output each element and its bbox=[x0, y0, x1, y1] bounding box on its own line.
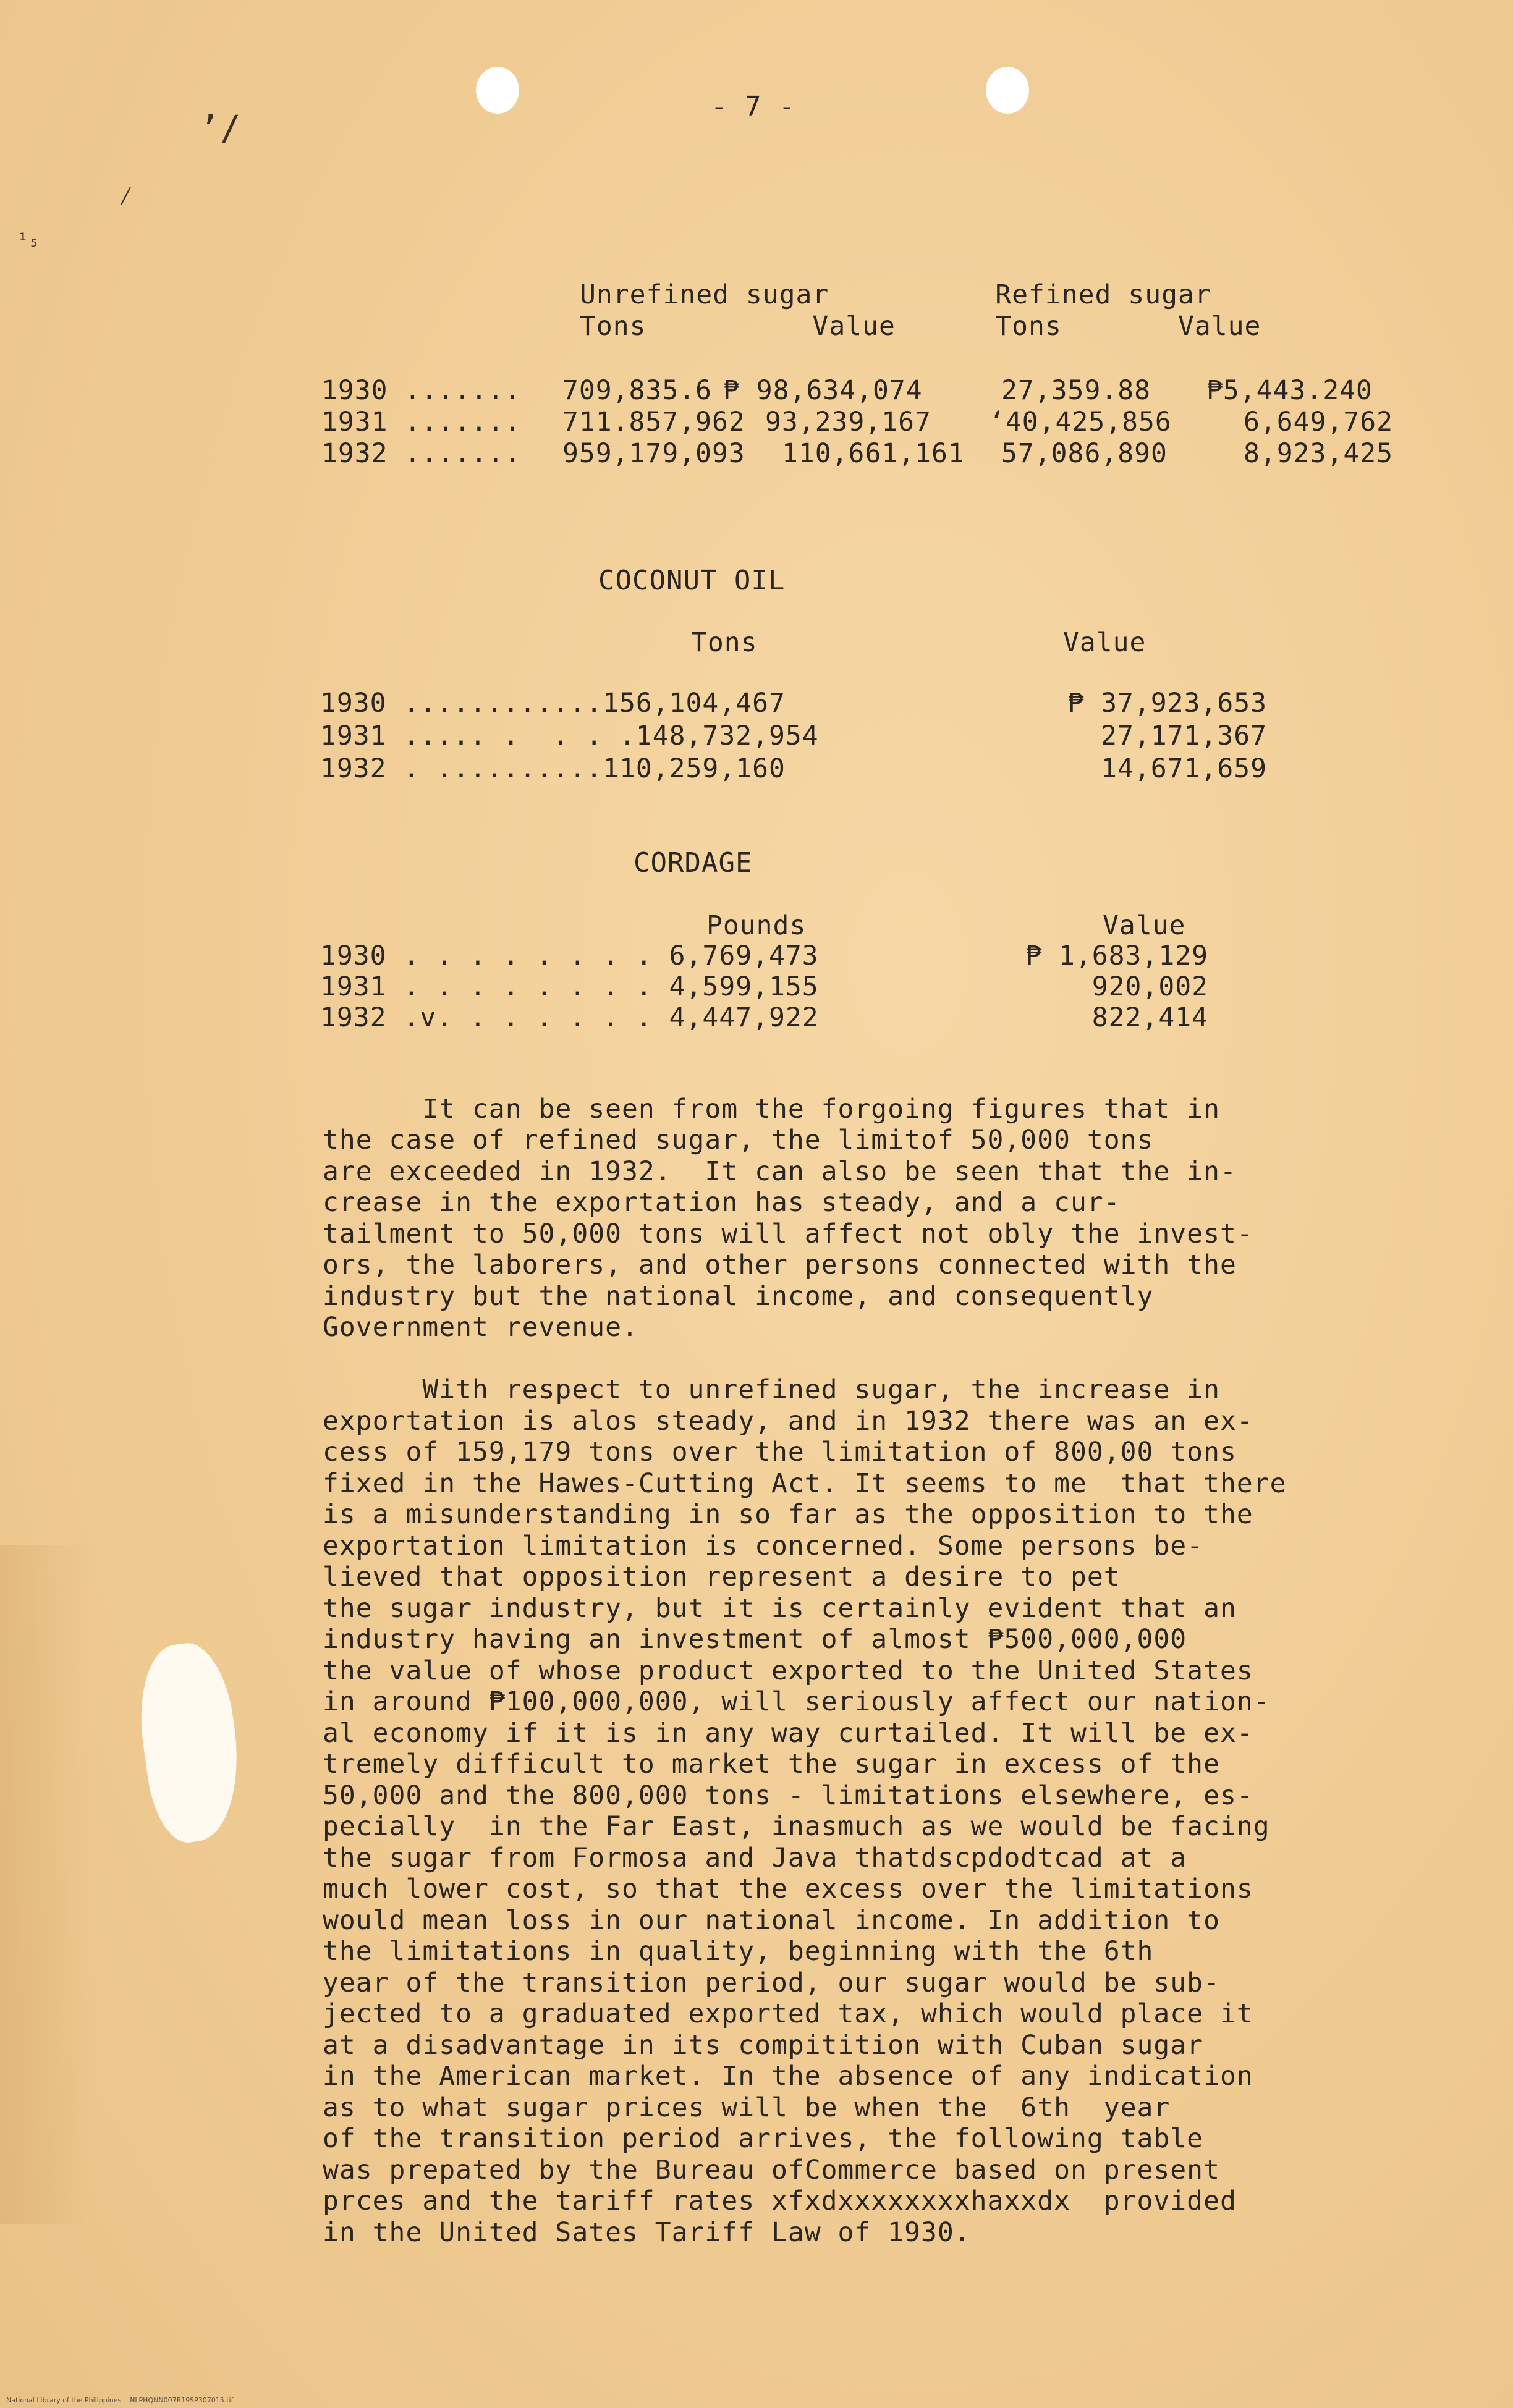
torn-area-small bbox=[185, 1693, 222, 1767]
text-line: 50,000 and the 800,000 tons - limitations elsewhere, es- bbox=[323, 1780, 1253, 1811]
cordage-value: ₱ 1,683,129 bbox=[1025, 940, 1208, 971]
cordage-col-pounds: Pounds bbox=[706, 910, 807, 941]
scan-footer: National Library of the Philippines NLPHQNN007B19SP307015.tif bbox=[6, 2396, 234, 2404]
unrefined-value: ₱ 98,634,074 bbox=[723, 375, 923, 406]
page-number: - 7 - bbox=[711, 91, 796, 122]
sugar-year: 1932 ....... bbox=[321, 438, 521, 469]
text-line: at a disadvantage in its compitition with Cuban sugar bbox=[323, 2030, 1204, 2061]
text-line: the sugar industry, but it is certainly evident that an bbox=[323, 1593, 1237, 1624]
coconut-year-tons: 1931 ..... . . . .148,732,954 bbox=[320, 720, 819, 751]
cordage-year-pounds: 1930 . . . . . . . . 6,769,473 bbox=[320, 940, 819, 971]
text-line: the value of whose product exported to the United States bbox=[323, 1655, 1253, 1686]
text-line: the sugar from Formosa and Java thatdscpdodtcad at a bbox=[323, 1843, 1187, 1874]
punch-hole-right bbox=[986, 67, 1029, 114]
coconut-value: ₱ 37,923,653 bbox=[1067, 688, 1267, 719]
refined-value: 6,649,762 bbox=[1244, 407, 1393, 437]
sugar-year: 1930 ....... bbox=[321, 375, 521, 406]
text-line: in around ₱100,000,000, will seriously affect our nation- bbox=[323, 1686, 1270, 1717]
coconut-col-tons: Tons bbox=[691, 627, 758, 658]
text-line: exportation limitation is concerned. Some persons be- bbox=[323, 1531, 1204, 1561]
unrefined-value: 110,661,161 bbox=[782, 438, 965, 469]
coconut-oil-title: COCONUT OIL bbox=[598, 565, 786, 596]
refined-tons: ‘40,425,856 bbox=[989, 407, 1172, 437]
cordage-year-pounds: 1932 .v. . . . . . . 4,447,922 bbox=[320, 1002, 819, 1033]
refined-value: ₱5,443.240 bbox=[1206, 375, 1373, 406]
sugar-table-header: Unrefined sugar Refined sugar bbox=[580, 279, 1211, 310]
cordage-title: CORDAGE bbox=[634, 847, 753, 879]
text-line: It can be seen from the forgoing figures that in bbox=[323, 1094, 1220, 1125]
text-line: jected to a graduated exported tax, which would place it bbox=[323, 1998, 1253, 2029]
text-line: would mean loss in our national income. In addition to bbox=[323, 1905, 1220, 1936]
coconut-value: 27,171,367 bbox=[1101, 720, 1267, 751]
text-line: in the United Sates Tariff Law of 1930. bbox=[323, 2217, 971, 2248]
coconut-year-tons: 1930 ............156,104,467 bbox=[320, 688, 786, 719]
text-line: cess of 159,179 tons over the limitation of 800,00 tons bbox=[323, 1437, 1237, 1468]
text-line: was prepated by the Bureau ofCommerce based on present bbox=[323, 2155, 1220, 2186]
cordage-year-pounds: 1931 . . . . . . . . 4,599,155 bbox=[320, 971, 819, 1002]
coconut-year-tons: 1932 . ..........110,259,160 bbox=[320, 753, 786, 784]
refined-tons: 27,359.88 bbox=[1001, 375, 1151, 406]
unrefined-tons: 711.857,962 bbox=[562, 407, 745, 437]
text-line: tailment to 50,000 tons will affect not obly the invest- bbox=[323, 1219, 1253, 1249]
unrefined-value: 93,239,167 bbox=[765, 407, 931, 437]
text-line: industry having an investment of almost ₱500,000,000 bbox=[323, 1624, 1187, 1655]
text-line: tremely difficult to market the sugar in excess of the bbox=[323, 1749, 1220, 1780]
unrefined-tons: 959,179,093 bbox=[562, 438, 745, 469]
text-line: pecially in the Far East, inasmuch as we would be facing bbox=[323, 1811, 1270, 1842]
text-line: With respect to unrefined sugar, the increase in bbox=[323, 1374, 1220, 1405]
edge-stain bbox=[0, 1545, 93, 2224]
cordage-value: 822,414 bbox=[1091, 1002, 1208, 1033]
text-line: crease in the exportation has steady, and a cur- bbox=[323, 1187, 1121, 1218]
cordage-col-value: Value bbox=[1103, 910, 1186, 941]
refined-value: 8,923,425 bbox=[1244, 438, 1393, 469]
text-line: in the American market. In the absence of any indication bbox=[323, 2061, 1253, 2092]
cordage-value: 920,002 bbox=[1091, 971, 1208, 1002]
text-line: of the transition period arrives, the following table bbox=[323, 2123, 1204, 2154]
text-line: the limitations in quality, beginning with the 6th bbox=[323, 1936, 1154, 1967]
text-line: is a misunderstanding in so far as the opposition to the bbox=[323, 1499, 1253, 1530]
text-line: as to what sugar prices will be when the 6th year bbox=[323, 2092, 1171, 2123]
text-line: lieved that opposition represent a desire to pet bbox=[323, 1561, 1121, 1592]
text-line: exportation is alos steady, and in 1932 there was an ex- bbox=[323, 1406, 1253, 1437]
text-line: Government revenue. bbox=[323, 1312, 638, 1343]
sugar-year: 1931 ....... bbox=[321, 407, 521, 437]
margin-mark: ¹₅ bbox=[17, 230, 40, 251]
coconut-value: 14,671,659 bbox=[1101, 753, 1267, 784]
text-line: fixed in the Hawes-Cutting Act. It seems to me that there bbox=[323, 1468, 1287, 1499]
sugar-table-subheader: Tons Value Tons Value bbox=[580, 311, 1261, 342]
margin-mark: ⁄ bbox=[117, 180, 134, 212]
text-line: the case of refined sugar, the limitof 50,000 tons bbox=[323, 1125, 1154, 1155]
text-line: year of the transition period, our sugar would be sub- bbox=[323, 1967, 1220, 1998]
margin-mark: ’/ bbox=[199, 109, 241, 149]
coconut-col-value: Value bbox=[1063, 627, 1146, 658]
unrefined-tons: 709,835.6 bbox=[562, 375, 712, 406]
punch-hole-left bbox=[476, 67, 519, 114]
text-line: industry but the national income, and consequently bbox=[323, 1281, 1154, 1312]
text-line: prces and the tariff rates xfxdxxxxxxxxhaxxdx provided bbox=[323, 2186, 1237, 2216]
text-line: al economy if it is in any way curtailed. It will be ex- bbox=[323, 1718, 1253, 1749]
text-line: ors, the laborers, and other persons connected with the bbox=[323, 1249, 1237, 1280]
text-line: much lower cost, so that the excess over the limitations bbox=[323, 1874, 1253, 1904]
text-line: are exceeded in 1932. It can also be seen that the in- bbox=[323, 1156, 1237, 1187]
refined-tons: 57,086,890 bbox=[1001, 438, 1168, 469]
